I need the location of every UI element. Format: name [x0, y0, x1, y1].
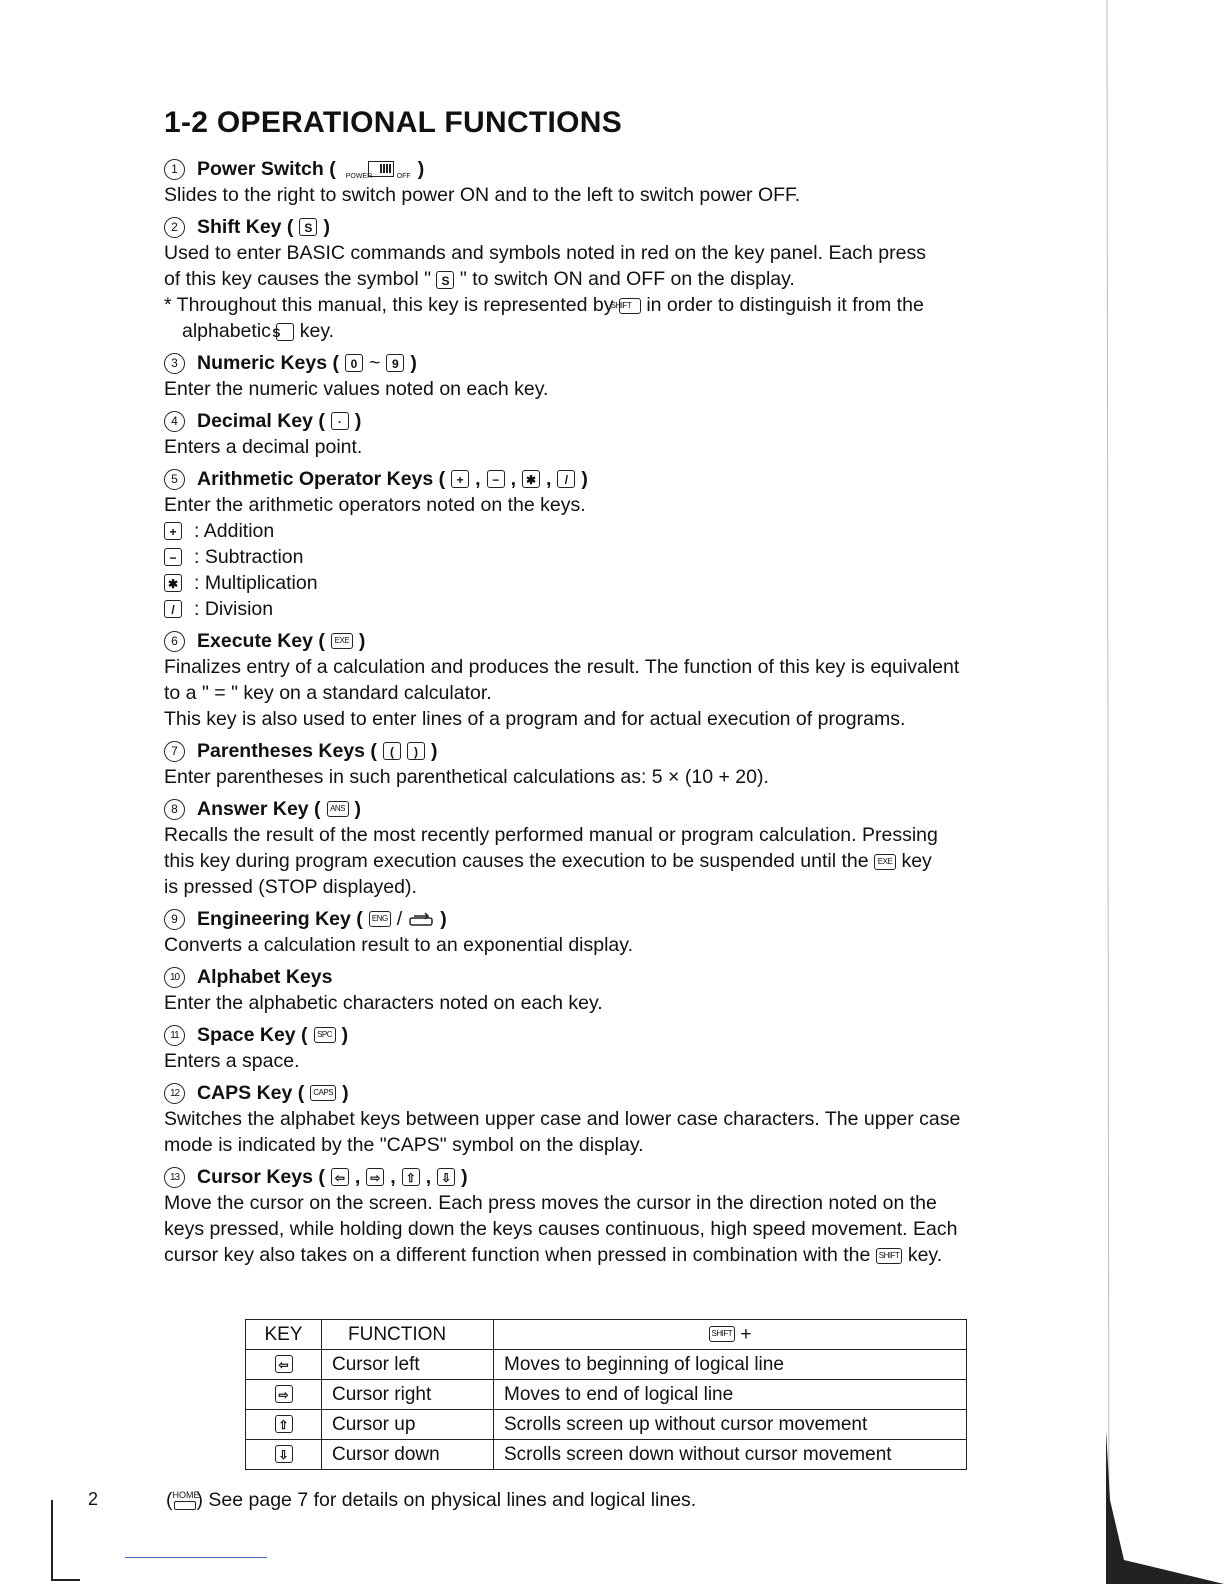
plus-key-icon: + [164, 522, 182, 540]
s-key-icon: S [299, 218, 317, 236]
decimal-key-icon: · [331, 412, 349, 430]
section-heading: Numeric Keys ( [197, 352, 339, 374]
multiply-key-icon: ✱ [164, 574, 182, 592]
section-heading: Answer Key ( [197, 798, 321, 820]
section-cursor-keys: 13 Cursor Keys ( ⇦ , ⇨ , ⇧ , ⇩ ) Move the cursor on the screen. Each press moves the cursor in the direction noted on the keys pressed, while holding down the keys causes continuous, high speed movement. Each cursor key also takes on a different function when pressed in combination with the SHIFT key. [164, 1166, 958, 1266]
footnote: (HOME ) See page 7 for details on physical lines and logical lines. [166, 1489, 697, 1511]
table-row: ⇨ Cursor right Moves to end of logical line [246, 1380, 967, 1410]
s-key-icon: S [276, 323, 294, 341]
close-paren-key-icon: ) [407, 742, 425, 760]
section-numeric-keys: 3 Numeric Keys ( 0 ~ 9 ) Enter the numeric values noted on each key. [164, 352, 549, 400]
page-edge-shadow [1104, 0, 1224, 1584]
operator-row: + : Addition [164, 518, 1048, 544]
header-shift: SHIFT + [494, 1320, 967, 1350]
page-title: 1-2 OPERATIONAL FUNCTIONS [164, 106, 623, 139]
shift-note: * Throughout this manual, this key is represented by SHIFT in order to distinguish it from the alphabetic S key. [164, 294, 924, 342]
exe-key-icon: EXE [331, 633, 353, 649]
cursor-down-key-icon: ⇩ [437, 1168, 455, 1186]
multiply-key-icon: ✱ [522, 470, 540, 488]
section-body: Slides to the right to switch power ON and to the left to switch power OFF. [164, 184, 801, 206]
page-corner-mark [50, 1500, 80, 1584]
shift-key-icon: SHIFT [619, 298, 641, 314]
section-shift-key: 2 Shift Key ( S ) Used to enter BASIC commands and symbols noted in red on the key panel. Each press of this key causes the symbol " S " to switch ON and OFF on the display. * Throughout this manual, this key is represented by SHIFT in order to distinguish it from the alphabetic S key. [164, 214, 1048, 344]
section-space-key: 11 Space Key ( SPC ) Enters a space. [164, 1024, 349, 1072]
shift-key-icon: SHIFT [709, 1326, 736, 1342]
content [164, 156, 1048, 1274]
cursor-right-key-icon: ⇨ [275, 1385, 293, 1403]
section-heading: Space Key ( [197, 1024, 308, 1046]
eng-key-icon: ENG [369, 911, 391, 927]
cursor-key-table [245, 1319, 967, 1470]
section-heading: Decimal Key ( [197, 410, 325, 432]
section-parentheses-keys: 7 Parentheses Keys ( ( ) ) Enter parentheses in such parenthetical calculations as: 5 × (10 + 20). [164, 740, 769, 788]
section-heading: CAPS Key ( [197, 1082, 305, 1104]
cursor-right-key-icon: ⇨ [366, 1168, 384, 1186]
section-caps-key: 12 CAPS Key ( CAPS ) Switches the alphabet keys between upper case and lower case characters. The upper case mode is indicated by the "CAPS" symbol on the display. [164, 1082, 961, 1156]
section-heading: Execute Key ( [197, 630, 325, 652]
open-paren-key-icon: ( [383, 742, 401, 760]
minus-key-icon: − [164, 548, 182, 566]
rotate-arrow-icon [408, 911, 434, 927]
section-engineering-key: 9 Engineering Key ( ENG / ) Converts a calculation result to an exponential display. [164, 908, 633, 956]
header-function: FUNCTION [322, 1320, 494, 1350]
table-row: ⇧ Cursor up Scrolls screen up without cursor movement [246, 1410, 967, 1440]
section-heading: Arithmetic Operator Keys ( [197, 468, 446, 490]
spc-key-icon: SPC [314, 1027, 336, 1043]
section-heading: Parentheses Keys ( [197, 740, 377, 762]
table-header-row [246, 1320, 967, 1350]
cursor-up-key-icon: ⇧ [402, 1168, 420, 1186]
section-heading: Cursor Keys ( [197, 1166, 325, 1188]
nine-key-icon: 9 [386, 354, 404, 372]
section-heading: Shift Key ( [197, 216, 294, 238]
plus-key-icon: + [451, 470, 469, 488]
s-key-icon: S [436, 271, 454, 289]
section-answer-key: 8 Answer Key ( ANS ) Recalls the result of the most recently performed manual or program calculation. Pressing this key during program execution causes the execution to be suspended until the EXE key is pressed (STOP displayed). [164, 798, 938, 898]
home-key-icon: HOME [173, 1491, 197, 1510]
minus-key-icon: − [487, 470, 505, 488]
header-key: KEY [246, 1320, 322, 1350]
section-alphabet-keys: 10 Alphabet Keys Enter the alphabetic characters noted on each key. [164, 966, 603, 1014]
operator-row: − : Subtraction [164, 544, 1048, 570]
cursor-down-key-icon: ⇩ [275, 1445, 293, 1463]
page-number: 2 [88, 1489, 99, 1509]
divide-key-icon: / [557, 470, 575, 488]
table-row: ⇩ Cursor down Scrolls screen down without cursor movement [246, 1440, 967, 1470]
power-switch-icon: POWER OFF [342, 161, 412, 177]
shift-key-icon: SHIFT [876, 1248, 903, 1264]
divide-key-icon: / [164, 600, 182, 618]
operator-row: / : Division [164, 596, 1048, 622]
ans-key-icon: ANS [327, 801, 349, 817]
cursor-left-key-icon: ⇦ [275, 1355, 293, 1373]
section-arithmetic-keys: 5 Arithmetic Operator Keys ( + , − , ✱ , / ) Enter the arithmetic operators noted on the keys. + : Addition − : Subtraction ✱ : Multiplication / : Division [164, 466, 1048, 622]
item-number: 1 [164, 159, 185, 180]
cursor-left-key-icon: ⇦ [331, 1168, 349, 1186]
cursor-up-key-icon: ⇧ [275, 1415, 293, 1433]
section-execute-key: 6 Execute Key ( EXE ) Finalizes entry of a calculation and produces the result. The function of this key is equivalent to a " = " key on a standard calculator. This key is also used to enter lines of a program and for actual execution of programs. [164, 630, 960, 730]
divider [125, 1557, 267, 1558]
zero-key-icon: 0 [345, 354, 363, 372]
section-heading: Alphabet Keys [197, 966, 333, 988]
section-decimal-key: 4 Decimal Key ( · ) Enters a decimal point. [164, 410, 363, 458]
caps-key-icon: CAPS [310, 1085, 336, 1101]
section-power-switch: 1 Power Switch ( POWER OFF ) Slides to the right to switch power ON and to the left to switch power OFF. [164, 156, 1048, 208]
table-row: ⇦ Cursor left Moves to beginning of logical line [246, 1350, 967, 1380]
exe-key-icon: EXE [874, 854, 896, 870]
section-heading: Power Switch ( [197, 158, 336, 180]
section-heading: Engineering Key ( [197, 908, 363, 930]
operator-row: ✱ : Multiplication [164, 570, 1048, 596]
